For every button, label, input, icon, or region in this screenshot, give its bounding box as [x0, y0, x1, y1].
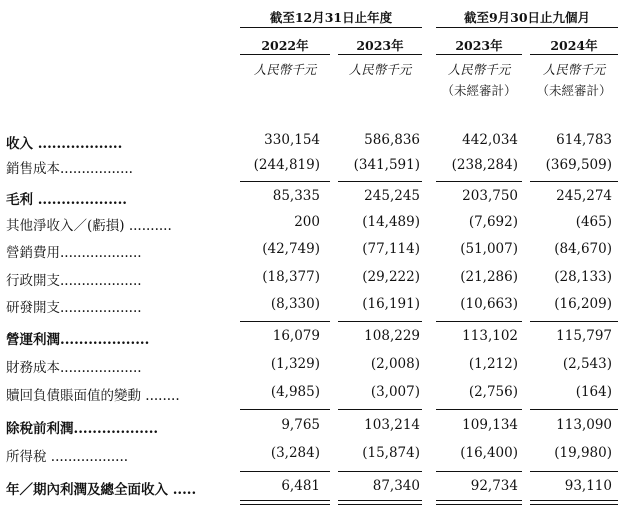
table-row — [0, 269, 620, 291]
row-label: 年／期內利潤及總全面收入 ..... — [6, 482, 197, 498]
cell-value: 330,154 — [264, 132, 320, 148]
cell-value: 16,079 — [272, 328, 320, 344]
group-header-year-ended: 截至12月31日止年度 — [269, 10, 393, 25]
cell-value: (3,284) — [270, 445, 320, 461]
cell-value: (29,222) — [362, 269, 420, 285]
cell-value: (19,980) — [554, 445, 612, 461]
cell-value: 115,797 — [556, 328, 612, 344]
year-header: 2023年 — [455, 38, 503, 53]
cell-value: 586,836 — [364, 132, 420, 148]
cell-value: (4,985) — [270, 384, 320, 400]
total-double-rule — [338, 500, 422, 505]
cell-value: (465) — [575, 214, 612, 230]
row-label: 行政開支................... — [6, 273, 142, 289]
cell-value: 113,090 — [556, 417, 612, 433]
cell-value: (7,692) — [468, 214, 518, 230]
row-label: 所得稅 .................. — [6, 449, 129, 465]
row-label: 其他淨收入／(虧損) .......... — [6, 218, 172, 234]
cell-value: (2,008) — [370, 356, 420, 372]
table-row — [0, 417, 620, 439]
cell-value: 442,034 — [462, 132, 518, 148]
table-row — [0, 157, 620, 179]
row-label: 研發開支................... — [6, 300, 142, 316]
total-double-rule — [436, 500, 522, 505]
cell-value: 108,229 — [364, 328, 420, 344]
total-double-rule — [530, 500, 618, 505]
row-label: 營運利潤................... — [6, 332, 150, 348]
cell-value: (42,749) — [262, 241, 320, 257]
cell-value: (2,756) — [468, 384, 518, 400]
unit-label: 人民幣千元 — [253, 62, 317, 77]
year-header: 2022年 — [261, 38, 309, 53]
unaudited-label: （未經審計） — [441, 83, 517, 98]
subtotal-rule — [530, 471, 618, 472]
cell-value: 203,750 — [462, 188, 518, 204]
cell-value: (1,329) — [270, 356, 320, 372]
unit-label: 人民幣千元 — [447, 62, 511, 77]
row-label: 收入 .................. — [6, 136, 123, 152]
cell-value: (15,874) — [362, 445, 420, 461]
subtotal-rule — [338, 409, 422, 410]
subtotal-rule — [338, 181, 422, 182]
cell-value: (238,284) — [451, 157, 518, 173]
row-label: 財務成本................... — [6, 360, 142, 376]
subtotal-rule — [530, 409, 618, 410]
cell-value: 245,245 — [364, 188, 420, 204]
cell-value: 103,214 — [364, 417, 420, 433]
cell-value: (2,543) — [562, 356, 612, 372]
cell-value: 85,335 — [272, 188, 320, 204]
subtotal-rule — [240, 181, 330, 182]
year-underline — [436, 54, 522, 55]
cell-value: 109,134 — [462, 417, 518, 433]
subtotal-rule — [338, 471, 422, 472]
cell-value: (14,489) — [362, 214, 420, 230]
cell-value: (84,670) — [554, 241, 612, 257]
group-header-nine-months: 截至9月30日止九個月 — [463, 10, 591, 25]
subtotal-rule — [436, 409, 522, 410]
unit-label: 人民幣千元 — [348, 62, 412, 77]
cell-value: 614,783 — [556, 132, 612, 148]
subtotal-rule — [530, 321, 618, 322]
cell-value: (244,819) — [253, 157, 320, 173]
row-label: 毛利 ................... — [6, 192, 127, 208]
table-row — [0, 241, 620, 263]
cell-value: (51,007) — [460, 241, 518, 257]
cell-value: 200 — [294, 214, 320, 230]
cell-value: 6,481 — [281, 478, 320, 494]
table-row — [0, 132, 620, 154]
cell-value: 93,110 — [564, 478, 612, 494]
table-row — [0, 445, 620, 467]
group-header-underline — [240, 27, 422, 28]
year-header: 2023年 — [356, 38, 404, 53]
cell-value: 245,274 — [556, 188, 612, 204]
total-double-rule — [240, 500, 330, 505]
cell-value: 92,734 — [470, 478, 518, 494]
subtotal-rule — [240, 409, 330, 410]
table-row — [0, 296, 620, 318]
cell-value: (8,330) — [270, 296, 320, 312]
cell-value: (28,133) — [554, 269, 612, 285]
cell-value: 87,340 — [372, 478, 420, 494]
unaudited-label: （未經審計） — [536, 83, 612, 98]
table-row — [0, 478, 620, 500]
row-label: 除稅前利潤.................. — [6, 421, 159, 437]
subtotal-rule — [436, 181, 522, 182]
subtotal-rule — [338, 321, 422, 322]
cell-value: (3,007) — [370, 384, 420, 400]
cell-value: (16,191) — [362, 296, 420, 312]
row-label: 銷售成本................. — [6, 161, 133, 177]
table-row — [0, 214, 620, 236]
table-row — [0, 328, 620, 350]
cell-value: (16,209) — [554, 296, 612, 312]
table-row — [0, 188, 620, 210]
cell-value: (18,377) — [262, 269, 320, 285]
cell-value: (77,114) — [362, 241, 420, 257]
table-row — [0, 384, 620, 406]
subtotal-rule — [240, 321, 330, 322]
cell-value: 9,765 — [281, 417, 320, 433]
table-row — [0, 356, 620, 378]
year-header: 2024年 — [550, 38, 598, 53]
subtotal-rule — [530, 181, 618, 182]
unit-label: 人民幣千元 — [542, 62, 606, 77]
cell-value: (10,663) — [460, 296, 518, 312]
year-underline — [338, 54, 422, 55]
year-underline — [530, 54, 618, 55]
subtotal-rule — [436, 321, 522, 322]
cell-value: (1,212) — [468, 356, 518, 372]
row-label: 營銷費用................... — [6, 245, 142, 261]
cell-value: (164) — [575, 384, 612, 400]
row-label: 贖回負債賬面值的變動 ........ — [6, 388, 180, 404]
subtotal-rule — [240, 471, 330, 472]
cell-value: (369,509) — [545, 157, 612, 173]
cell-value: (16,400) — [460, 445, 518, 461]
subtotal-rule — [436, 471, 522, 472]
cell-value: (21,286) — [460, 269, 518, 285]
year-underline — [240, 54, 330, 55]
cell-value: (341,591) — [353, 157, 420, 173]
group-header-underline — [436, 27, 618, 28]
cell-value: 113,102 — [462, 328, 518, 344]
